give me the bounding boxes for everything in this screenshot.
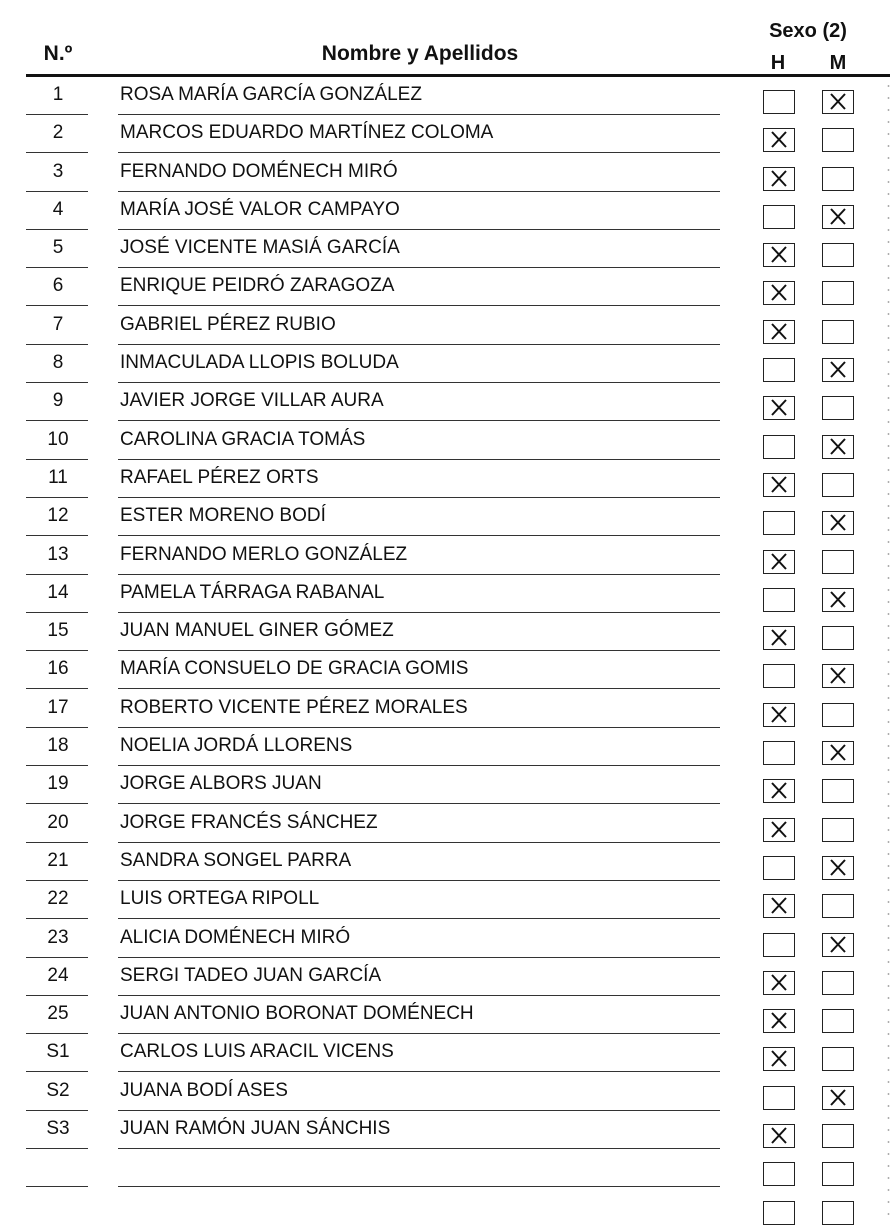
male-checkbox[interactable]	[763, 281, 795, 305]
number-underline	[26, 765, 88, 766]
female-checkbox[interactable]	[822, 281, 854, 305]
male-checkbox[interactable]	[763, 243, 795, 267]
cross-mark-icon	[771, 399, 787, 416]
cross-mark-icon	[771, 476, 787, 493]
list-item	[0, 616, 890, 654]
name-underline	[118, 420, 720, 421]
row-number: 24	[47, 964, 69, 986]
cross-mark-icon	[771, 323, 787, 340]
male-checkbox[interactable]	[763, 167, 795, 191]
female-checkbox[interactable]	[822, 396, 854, 420]
male-checkbox[interactable]	[763, 894, 795, 918]
female-checkbox[interactable]	[822, 1086, 854, 1110]
female-checkbox[interactable]	[822, 1047, 854, 1071]
row-number: 25	[47, 1003, 69, 1025]
cross-mark-icon	[771, 897, 787, 914]
number-underline	[26, 727, 88, 728]
list-item	[0, 80, 890, 118]
female-checkbox[interactable]	[822, 779, 854, 803]
candidate-name	[120, 1195, 720, 1217]
row-number: S2	[46, 1079, 70, 1101]
column-header-female: M	[829, 52, 847, 74]
female-checkbox[interactable]	[822, 626, 854, 650]
male-checkbox[interactable]	[763, 358, 795, 382]
row-number	[28, 1156, 88, 1178]
list-item	[0, 731, 890, 769]
male-checkbox[interactable]	[763, 818, 795, 842]
row-number: 17	[47, 696, 69, 718]
candidate-name: MARÍA CONSUELO DE GRACIA GOMIS	[120, 658, 469, 680]
candidate-name: INMACULADA LLOPIS BOLUDA	[120, 352, 399, 374]
number-underline	[26, 152, 88, 153]
number-underline	[26, 918, 88, 919]
cross-mark-icon	[830, 667, 846, 684]
cross-mark-icon	[771, 1012, 787, 1029]
male-checkbox[interactable]	[763, 396, 795, 420]
list-item	[0, 386, 890, 424]
list-item	[0, 118, 890, 156]
number-underline	[26, 1033, 88, 1034]
candidate-name: MARÍA JOSÉ VALOR CAMPAYO	[120, 198, 400, 220]
number-underline	[26, 1148, 88, 1149]
female-checkbox[interactable]	[822, 90, 854, 114]
row-number: 22	[47, 888, 69, 910]
candidate-name: FERNANDO DOMÉNECH MIRÓ	[120, 160, 398, 182]
male-checkbox[interactable]	[763, 703, 795, 727]
list-item	[0, 808, 890, 846]
number-underline	[26, 459, 88, 460]
name-underline	[118, 305, 720, 306]
female-checkbox[interactable]	[822, 894, 854, 918]
row-number: 14	[47, 581, 69, 603]
male-checkbox[interactable]	[763, 90, 795, 114]
female-checkbox[interactable]	[822, 818, 854, 842]
list-item	[0, 540, 890, 578]
column-header-number: N.º	[43, 42, 73, 65]
male-checkbox[interactable]	[763, 473, 795, 497]
list-item	[0, 157, 890, 195]
female-checkbox[interactable]	[822, 358, 854, 382]
row-number: 7	[52, 313, 64, 335]
name-underline	[118, 803, 720, 804]
cross-mark-icon	[771, 170, 787, 187]
female-checkbox[interactable]	[822, 473, 854, 497]
cross-mark-icon	[771, 131, 787, 148]
row-number: 23	[47, 926, 69, 948]
list-item	[0, 1191, 890, 1229]
female-checkbox[interactable]	[822, 971, 854, 995]
number-underline	[26, 382, 88, 383]
candidate-name: GABRIEL PÉREZ RUBIO	[120, 313, 336, 335]
cross-mark-icon	[830, 591, 846, 608]
male-checkbox[interactable]	[763, 1086, 795, 1110]
candidate-name: JUAN MANUEL GINER GÓMEZ	[120, 620, 394, 642]
cross-mark-icon	[830, 1089, 846, 1106]
female-checkbox[interactable]	[822, 167, 854, 191]
female-checkbox[interactable]	[822, 1124, 854, 1148]
female-checkbox[interactable]	[822, 128, 854, 152]
row-number: 2	[52, 122, 64, 144]
cross-mark-icon	[830, 859, 846, 876]
row-number: S3	[46, 1118, 70, 1140]
candidate-name: LUIS ORTEGA RIPOLL	[120, 888, 320, 910]
row-number: 9	[52, 390, 64, 412]
name-underline	[118, 688, 720, 689]
name-underline	[118, 650, 720, 651]
number-underline	[26, 612, 88, 613]
candidate-name: ROSA MARÍA GARCÍA GONZÁLEZ	[120, 84, 422, 105]
row-number: 12	[47, 505, 69, 527]
male-checkbox[interactable]	[763, 779, 795, 803]
number-underline	[26, 420, 88, 421]
row-number: 8	[52, 352, 64, 374]
row-number: 6	[52, 275, 64, 297]
name-underline	[118, 1033, 720, 1034]
column-header-sex: Sexo (2)	[769, 20, 847, 42]
list-item	[0, 1037, 890, 1075]
row-number: 5	[52, 237, 64, 259]
candidate-name: CAROLINA GRACIA TOMÁS	[120, 428, 366, 450]
male-checkbox[interactable]	[763, 1047, 795, 1071]
candidate-name: MARCOS EDUARDO MARTÍNEZ COLOMA	[120, 122, 494, 144]
male-checkbox[interactable]	[763, 933, 795, 957]
row-number: 11	[48, 466, 68, 488]
female-checkbox[interactable]	[822, 703, 854, 727]
name-underline	[118, 497, 720, 498]
cross-mark-icon	[771, 284, 787, 301]
cross-mark-icon	[771, 1127, 787, 1144]
cross-mark-icon	[771, 629, 787, 646]
number-underline	[26, 574, 88, 575]
female-checkbox[interactable]	[822, 588, 854, 612]
name-underline	[118, 344, 720, 345]
female-checkbox[interactable]	[822, 664, 854, 688]
name-underline	[118, 918, 720, 919]
row-number: 18	[47, 735, 69, 757]
cross-mark-icon	[771, 1050, 787, 1067]
number-underline	[26, 688, 88, 689]
cross-mark-icon	[830, 361, 846, 378]
cross-mark-icon	[771, 782, 787, 799]
female-checkbox[interactable]	[822, 320, 854, 344]
row-number: 10	[47, 428, 69, 450]
name-underline	[118, 1148, 720, 1149]
candidate-name: JOSÉ VICENTE MASIÁ GARCÍA	[120, 237, 400, 259]
candidate-name: ESTER MORENO BODÍ	[120, 505, 326, 527]
male-checkbox[interactable]	[763, 856, 795, 880]
list-item	[0, 463, 890, 501]
cross-mark-icon	[830, 438, 846, 455]
row-number	[28, 1195, 88, 1217]
name-underline	[118, 191, 720, 192]
number-underline	[26, 1071, 88, 1072]
list-item	[0, 693, 890, 731]
female-checkbox[interactable]	[822, 243, 854, 267]
female-checkbox[interactable]	[822, 1009, 854, 1033]
male-checkbox[interactable]	[763, 205, 795, 229]
female-checkbox[interactable]	[822, 1201, 854, 1225]
name-underline	[118, 152, 720, 153]
cross-mark-icon	[830, 744, 846, 761]
cross-mark-icon	[771, 706, 787, 723]
number-underline	[26, 191, 88, 192]
name-underline	[118, 612, 720, 613]
row-number: 19	[47, 773, 69, 795]
candidate-name: NOELIA JORDÁ LLORENS	[120, 735, 353, 757]
row-number: 4	[52, 198, 64, 220]
list-item	[0, 923, 890, 961]
column-header-name: Nombre y Apellidos	[321, 42, 519, 65]
candidate-name: FERNANDO MERLO GONZÁLEZ	[120, 543, 408, 565]
list-item	[0, 348, 890, 386]
list-item	[0, 271, 890, 309]
female-checkbox[interactable]	[822, 550, 854, 574]
name-underline	[118, 880, 720, 881]
name-underline	[118, 1071, 720, 1072]
number-underline	[26, 995, 88, 996]
cross-mark-icon	[771, 821, 787, 838]
row-number: 1	[52, 84, 64, 105]
list-item	[0, 195, 890, 233]
female-checkbox[interactable]	[822, 1162, 854, 1186]
name-underline	[118, 995, 720, 996]
candidate-name: JAVIER JORGE VILLAR AURA	[120, 390, 384, 412]
candidate-name: JORGE FRANCÉS SÁNCHEZ	[120, 811, 378, 833]
candidate-name: ALICIA DOMÉNECH MIRÓ	[120, 926, 351, 948]
row-number: S1	[46, 1041, 70, 1063]
male-checkbox[interactable]	[763, 320, 795, 344]
number-underline	[26, 229, 88, 230]
list-item	[0, 233, 890, 271]
candidate-name: JUANA BODÍ ASES	[120, 1079, 288, 1101]
column-header-male: H	[770, 52, 786, 74]
candidate-name: ROBERTO VICENTE PÉREZ MORALES	[120, 696, 468, 718]
male-checkbox[interactable]	[763, 435, 795, 459]
list-item	[0, 769, 890, 807]
number-underline	[26, 842, 88, 843]
row-number: 16	[47, 658, 69, 680]
candidate-name: ENRIQUE PEIDRÓ ZARAGOZA	[120, 275, 395, 297]
female-checkbox[interactable]	[822, 741, 854, 765]
female-checkbox[interactable]	[822, 856, 854, 880]
list-item	[0, 1152, 890, 1190]
number-underline	[26, 305, 88, 306]
candidate-name: CARLOS LUIS ARACIL VICENS	[120, 1041, 394, 1063]
male-checkbox[interactable]	[763, 971, 795, 995]
male-checkbox[interactable]	[763, 1124, 795, 1148]
candidate-name: JUAN ANTONIO BORONAT DOMÉNECH	[120, 1003, 474, 1025]
number-underline	[26, 1186, 88, 1187]
name-underline	[118, 957, 720, 958]
name-underline	[118, 114, 720, 115]
number-underline	[26, 880, 88, 881]
cross-mark-icon	[830, 514, 846, 531]
male-checkbox[interactable]	[763, 664, 795, 688]
cross-mark-icon	[771, 974, 787, 991]
list-item	[0, 884, 890, 922]
candidate-list	[0, 80, 890, 1229]
list-item	[0, 578, 890, 616]
row-number: 13	[47, 543, 69, 565]
number-underline	[26, 1110, 88, 1111]
list-item	[0, 1114, 890, 1152]
number-underline	[26, 957, 88, 958]
male-checkbox[interactable]	[763, 626, 795, 650]
list-item	[0, 310, 890, 348]
male-checkbox[interactable]	[763, 1162, 795, 1186]
female-checkbox[interactable]	[822, 933, 854, 957]
name-underline	[118, 574, 720, 575]
number-underline	[26, 650, 88, 651]
male-checkbox[interactable]	[763, 1201, 795, 1225]
row-number: 20	[47, 811, 69, 833]
candidate-name: JUAN RAMÓN JUAN SÁNCHIS	[120, 1118, 391, 1140]
cross-mark-icon	[771, 553, 787, 570]
name-underline	[118, 727, 720, 728]
cross-mark-icon	[771, 246, 787, 263]
name-underline	[118, 1186, 720, 1187]
number-underline	[26, 114, 88, 115]
row-number: 3	[52, 160, 64, 182]
candidate-name: JORGE ALBORS JUAN	[120, 773, 322, 795]
number-underline	[26, 344, 88, 345]
row-number: 15	[47, 620, 69, 642]
male-checkbox[interactable]	[763, 511, 795, 535]
cross-mark-icon	[830, 208, 846, 225]
name-underline	[118, 459, 720, 460]
male-checkbox[interactable]	[763, 550, 795, 574]
female-checkbox[interactable]	[822, 205, 854, 229]
cross-mark-icon	[830, 936, 846, 953]
candidate-name: SERGI TADEO JUAN GARCÍA	[120, 964, 382, 986]
row-number: 21	[47, 849, 69, 871]
cross-mark-icon	[830, 93, 846, 110]
female-checkbox[interactable]	[822, 511, 854, 535]
name-underline	[118, 229, 720, 230]
candidate-name: SANDRA SONGEL PARRA	[120, 849, 352, 871]
number-underline	[26, 803, 88, 804]
number-underline	[26, 497, 88, 498]
name-underline	[118, 765, 720, 766]
female-checkbox[interactable]	[822, 435, 854, 459]
name-underline	[118, 842, 720, 843]
male-checkbox[interactable]	[763, 128, 795, 152]
name-underline	[118, 1110, 720, 1111]
male-checkbox[interactable]	[763, 1009, 795, 1033]
number-underline	[26, 267, 88, 268]
list-item	[0, 846, 890, 884]
name-underline	[118, 267, 720, 268]
list-item	[0, 1076, 890, 1114]
candidate-name: RAFAEL PÉREZ ORTS	[120, 466, 319, 488]
name-underline	[118, 382, 720, 383]
list-item	[0, 425, 890, 463]
name-underline	[118, 535, 720, 536]
header-divider	[26, 74, 890, 77]
list-item	[0, 654, 890, 692]
list-item	[0, 961, 890, 999]
candidate-name: PAMELA TÁRRAGA RABANAL	[120, 581, 385, 603]
number-underline	[26, 535, 88, 536]
male-checkbox[interactable]	[763, 588, 795, 612]
list-item	[0, 501, 890, 539]
candidate-name	[120, 1156, 720, 1178]
male-checkbox[interactable]	[763, 741, 795, 765]
list-item	[0, 999, 890, 1037]
